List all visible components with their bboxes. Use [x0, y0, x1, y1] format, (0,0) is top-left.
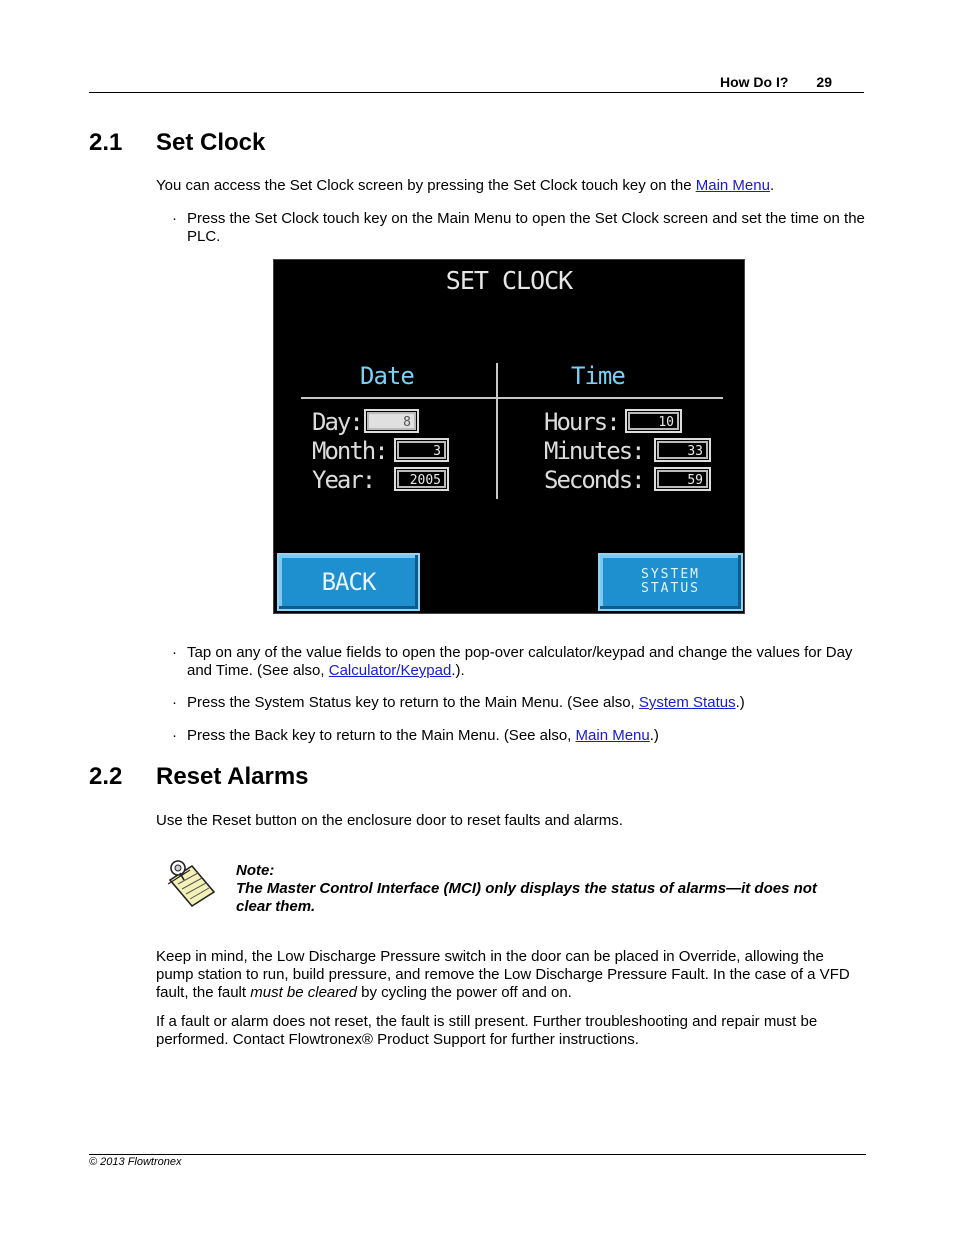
- minutes-label: Minutes:: [544, 437, 644, 465]
- bullet-system-status: [172, 694, 867, 712]
- hmi-divider-vertical: [496, 363, 498, 499]
- time-heading: Time: [571, 362, 625, 390]
- note-box: [236, 862, 846, 916]
- main-menu-link[interactable]: Main Menu: [695, 177, 770, 194]
- hmi-title: SET CLOCK: [445, 266, 573, 295]
- reset-alarms-intro: Use the Reset button on the enclosure door to reset faults and alarms.: [156, 812, 623, 829]
- bullet-marker: ·: [172, 210, 177, 227]
- bullet-text: Press the System Status key to return to the Main Menu. (See also,: [187, 694, 639, 711]
- paragraph-text: Keep in mind, the Low Discharge Pressure switch in the door can be placed in Override, allowing the pump station to run, build pressure, and remove the Low Discharge Pressure Fault. In the case of a VFD fault, the fault: [156, 948, 850, 1001]
- fault-still-present-paragraph: If a fault or alarm does not reset, the fault is still present. Further troubleshooting and repair must be performed. Contact Flowtronex® Product Support for further instructions.: [156, 1013, 818, 1048]
- set-clock-intro: [156, 177, 856, 195]
- year-label: Year:: [312, 466, 375, 494]
- intro-end: .: [769, 177, 775, 194]
- bullet-marker: ·: [172, 644, 177, 661]
- footer-copyright: © 2013 Flowtronex: [89, 1156, 182, 1168]
- header-section: How Do I?: [719, 74, 789, 90]
- bullet-text: Press the Set Clock touch key on the Main Menu to open the Set Clock screen and set the time on the PLC.: [187, 210, 865, 245]
- bullet-text: Press the Back key to return to the Main Menu. (See also,: [187, 727, 576, 744]
- system-status-link[interactable]: System Status: [638, 694, 736, 711]
- bullet-back-key: [172, 727, 867, 745]
- override-paragraph: [156, 948, 856, 1002]
- month-field[interactable]: 3: [394, 438, 449, 462]
- month-label: Month:: [312, 437, 387, 465]
- date-heading: Date: [360, 362, 414, 390]
- bullet-marker: ·: [172, 694, 177, 711]
- bullet-open-set-clock: [172, 210, 867, 246]
- bullet-text: Tap on any of the value fields to open the pop-over calculator/keypad and change the values for Day and Time. (See also,: [187, 644, 853, 679]
- paragraph-emphasis: must be cleared: [250, 984, 357, 1001]
- day-label: Day:: [312, 408, 362, 436]
- section-title: Set Clock: [156, 129, 266, 156]
- calculator-keypad-link[interactable]: Calculator/Keypad: [328, 662, 452, 679]
- bullet-end: .): [649, 727, 659, 744]
- year-field[interactable]: 2005: [394, 467, 449, 491]
- note-pushpin-icon: [162, 858, 218, 910]
- bullet-end: .).: [451, 662, 465, 679]
- hmi-divider-horizontal: [301, 397, 723, 399]
- bullet-end: .): [735, 694, 745, 711]
- back-button[interactable]: BACK: [277, 553, 420, 611]
- page-footer: [89, 1154, 866, 1168]
- section-number: 2.2: [89, 763, 123, 790]
- intro-text: You can access the Set Clock screen by pressing the Set Clock touch key on the: [156, 177, 696, 194]
- minutes-field[interactable]: 33: [654, 438, 711, 462]
- bullet-tap-fields: [172, 644, 867, 680]
- paragraph-end: by cycling the power off and on.: [356, 984, 572, 1001]
- bullet-marker: ·: [172, 727, 177, 744]
- hours-field[interactable]: 10: [625, 409, 682, 433]
- day-field[interactable]: 8: [364, 409, 419, 433]
- hours-label: Hours:: [544, 408, 619, 436]
- page-number: 29: [816, 74, 832, 90]
- main-menu-link-2[interactable]: Main Menu: [575, 727, 650, 744]
- seconds-label: Seconds:: [544, 466, 644, 494]
- page-header: [89, 72, 864, 93]
- system-status-button[interactable]: SYSTEM STATUS: [598, 553, 743, 611]
- seconds-field[interactable]: 59: [654, 467, 711, 491]
- section-title: Reset Alarms: [156, 763, 309, 790]
- section-number: 2.1: [89, 129, 123, 156]
- note-title: Note:: [236, 862, 275, 879]
- set-clock-screenshot: [273, 259, 745, 614]
- note-body: The Master Control Interface (MCI) only displays the status of alarms—it does not clear them.: [236, 880, 817, 915]
